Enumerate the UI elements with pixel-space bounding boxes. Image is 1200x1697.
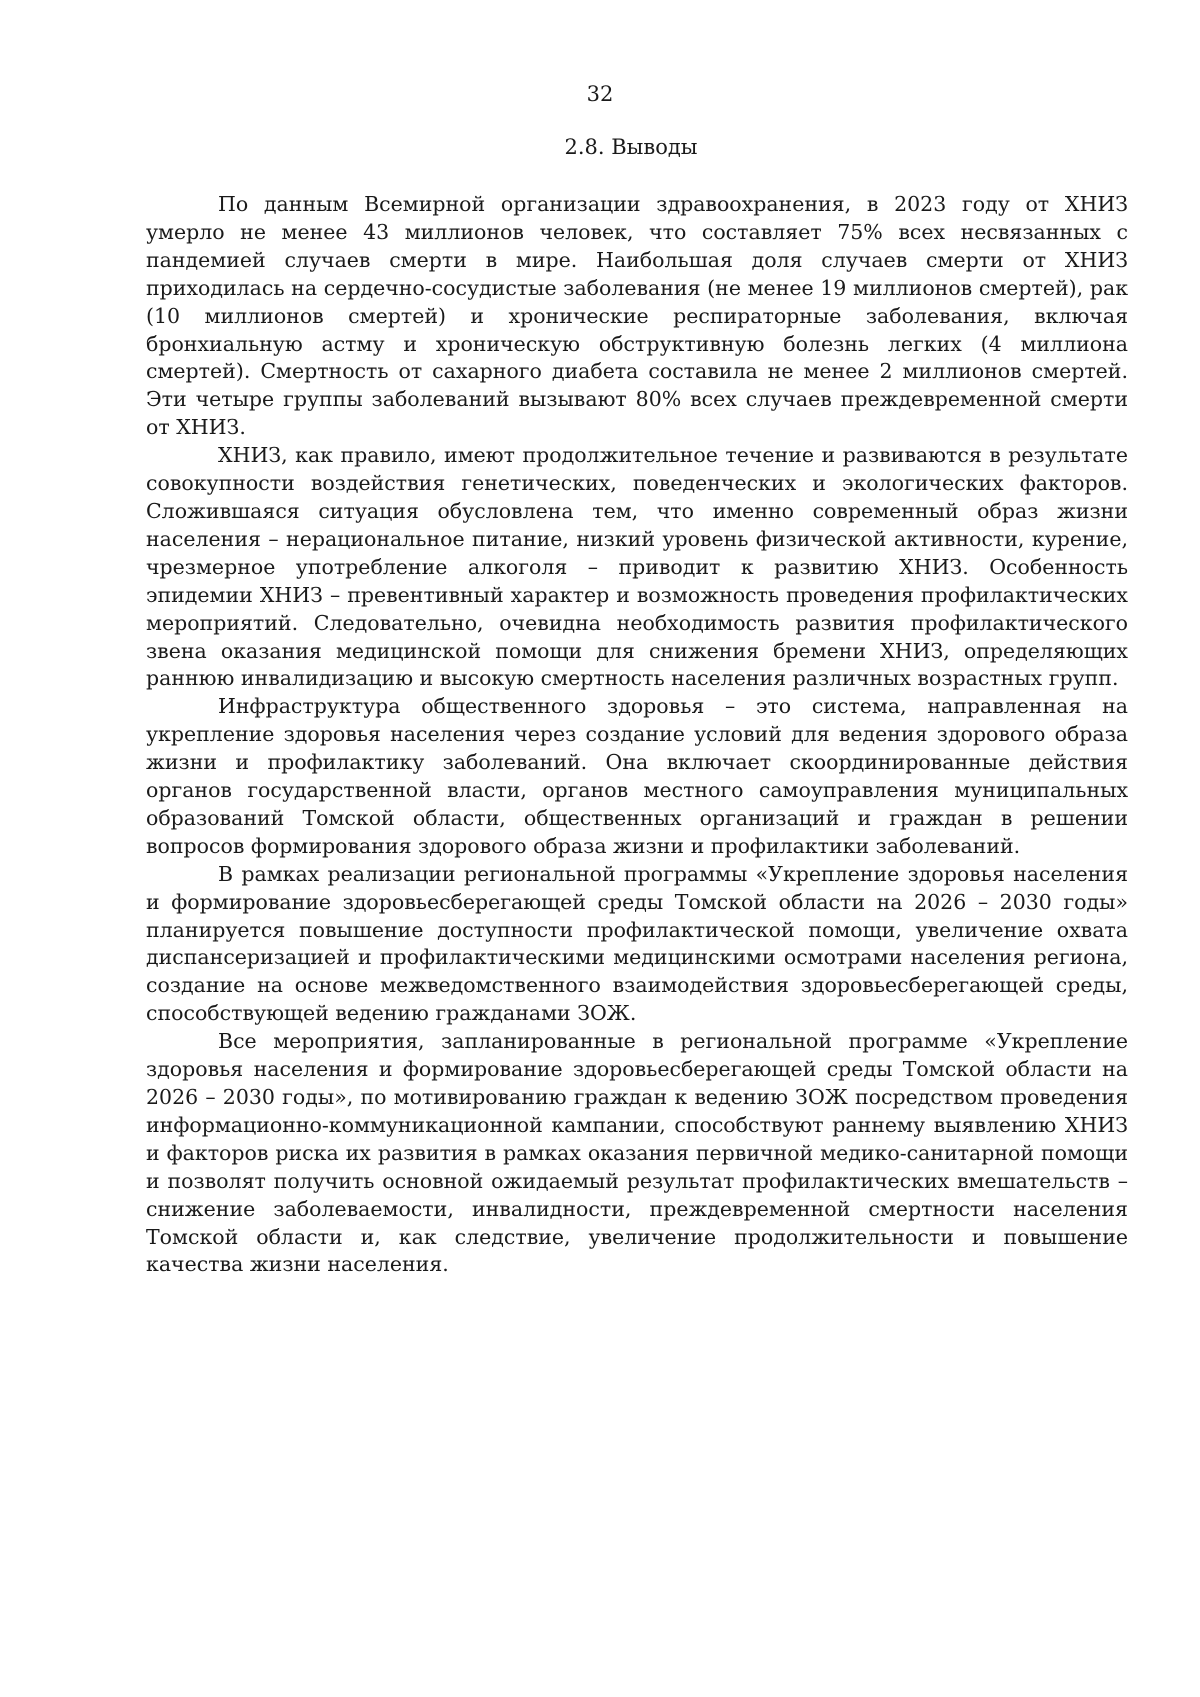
- page-number: 32: [586, 82, 614, 106]
- paragraph-1: По данным Всемирной организации здравоохранения, в 2023 году от ХНИЗ умерло не менее 43 миллионов человек, что составляет 75% всех несвязанных с пандемией случаев смерти в мире. Наибольшая доля случаев смерти от ХНИЗ приходилась на сердечно-сосудистые заболевания (не менее 19 миллионов смертей), рак (10 миллионов смертей) и хронические респираторные заболевания, включая бронхиальную астму и хроническую обструктивную болезнь легких (4 миллиона смертей). Смертность от сахарного диабета составила не менее 2 миллионов смертей. Эти четыре группы заболеваний вызывают 80% всех случаев преждевременной смерти от ХНИЗ.: [146, 192, 1128, 440]
- paragraph-2: ХНИЗ, как правило, имеют продолжительное течение и развиваются в результате совокупности воздействия генетических, поведенческих и экологических факторов. Сложившаяся ситуация обусловлена тем, что именно современный образ жизни населения – нерациональное питание, низкий уровень физической активности, курение, чрезмерное употребление алкоголя – приводит к развитию ХНИЗ. Особенность эпидемии ХНИЗ – превентивный характер и возможность проведения профилактических мероприятий. Следовательно, очевидна необходимость развития профилактического звена оказания медицинской помощи для снижения бремени ХНИЗ, определяющих раннюю инвалидизацию и высокую смертность населения различных возрастных групп.: [146, 443, 1128, 691]
- paragraph-3: Инфраструктура общественного здоровья – это система, направленная на укрепление здоровья населения через создание условий для ведения здорового образа жизни и профилактику заболеваний. Она включает скоординированные действия органов государственной власти, органов местного самоуправления муниципальных образований Томской области, общественных организаций и граждан в решении вопросов формирования здорового образа жизни и профилактики заболеваний.: [146, 694, 1128, 858]
- section-title: 2.8. Выводы: [564, 135, 698, 159]
- body-text: [146, 191, 1128, 1279]
- paragraph-4: В рамках реализации региональной программы «Укрепление здоровья населения и формирование здоровьесберегающей среды Томской области на 2026 – 2030 годы» планируется повышение доступности профилактической помощи, увеличение охвата диспансеризацией и профилактическими медицинскими осмотрами населения региона, создание на основе межведомственного взаимодействия здоровьесберегающей среды, способствующей ведению гражданами ЗОЖ.: [146, 861, 1128, 1026]
- paragraph-5: Все мероприятия, запланированные в региональной программе «Укрепление здоровья населения и формирование здоровьесберегающей среды Томской области на 2026 – 2030 годы», по мотивированию граждан к ведению ЗОЖ посредством проведения информационно-коммуникационной кампании, способствуют раннему выявлению ХНИЗ и факторов риска их развития в рамках оказания первичной медико-санитарной помощи и позволят получить основной ожидаемый результат профилактических вмешательств – снижение заболеваемости, инвалидности, преждевременной смертности населения Томской области и, как следствие, увеличение продолжительности и повышение качества жизни населения.: [146, 1029, 1128, 1277]
